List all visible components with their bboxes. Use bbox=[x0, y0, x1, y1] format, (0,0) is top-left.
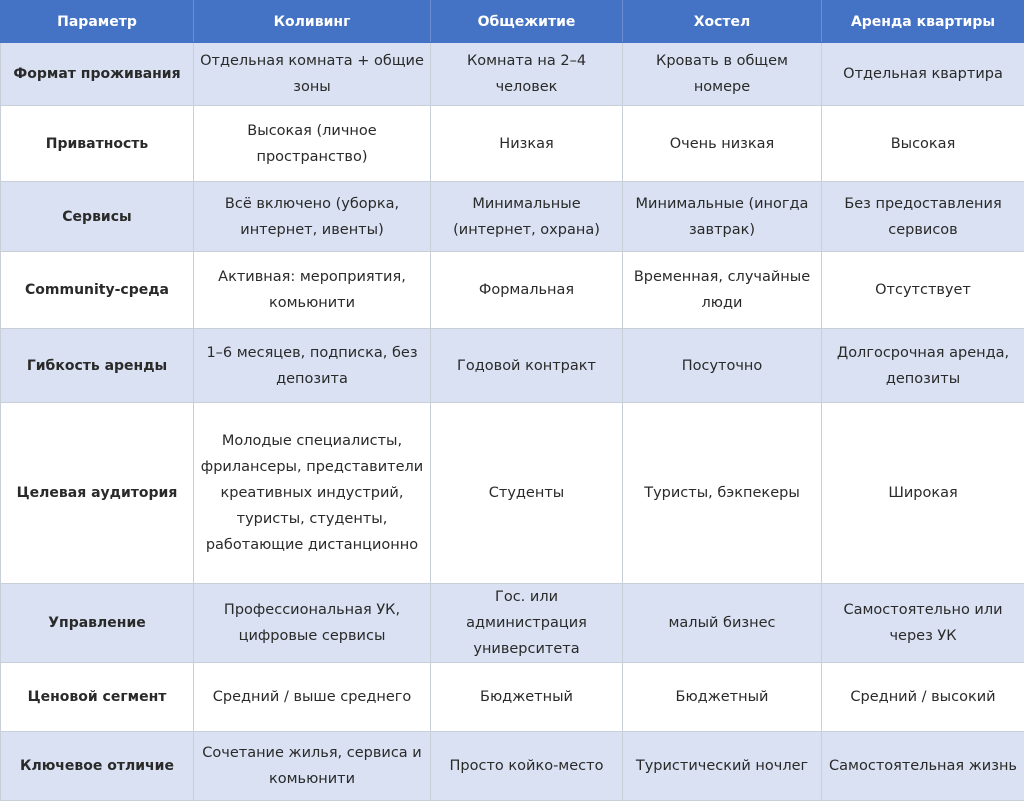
row-label-cell: Целевая аудитория bbox=[1, 403, 194, 584]
table-cell: Туристы, бэкпекеры bbox=[623, 403, 822, 584]
table-cell: Годовой контракт bbox=[431, 329, 623, 403]
row-label-cell: Community-среда bbox=[1, 252, 194, 329]
table-row bbox=[1, 182, 1024, 252]
table-cell: Гос. или администрация университета bbox=[431, 584, 623, 663]
table-cell: Кровать в общем номере bbox=[623, 43, 822, 106]
header-parameter: Параметр bbox=[1, 1, 194, 43]
table-cell: Бюджетный bbox=[623, 663, 822, 732]
table-row bbox=[1, 106, 1024, 182]
table-cell: Отдельная комната + общие зоны bbox=[194, 43, 431, 106]
table-cell: Очень низкая bbox=[623, 106, 822, 182]
table-cell: Самостоятельно или через УК bbox=[822, 584, 1024, 663]
table-row bbox=[1, 584, 1024, 663]
table-cell: Молодые специалисты, фрилансеры, представители креативных индустрий, туристы, студенты, работающие дистанционно bbox=[194, 403, 431, 584]
row-label-cell: Управление bbox=[1, 584, 194, 663]
header-hostel: Хостел bbox=[623, 1, 822, 43]
header-dormitory: Общежитие bbox=[431, 1, 623, 43]
table-cell: малый бизнес bbox=[623, 584, 822, 663]
table-row bbox=[1, 329, 1024, 403]
table-row bbox=[1, 732, 1024, 801]
header-coliving: Коливинг bbox=[194, 1, 431, 43]
row-label-cell: Формат проживания bbox=[1, 43, 194, 106]
table-cell: Минимальные (иногда завтрак) bbox=[623, 182, 822, 252]
row-label-cell: Приватность bbox=[1, 106, 194, 182]
table-body bbox=[1, 43, 1024, 801]
table-cell: Временная, случайные люди bbox=[623, 252, 822, 329]
table-cell: Широкая bbox=[822, 403, 1024, 584]
table-cell: Низкая bbox=[431, 106, 623, 182]
table-cell: Посуточно bbox=[623, 329, 822, 403]
table-header bbox=[1, 1, 1024, 43]
table-cell: Сочетание жилья, сервиса и комьюнити bbox=[194, 732, 431, 801]
header-row bbox=[1, 1, 1024, 43]
table-cell: Просто койко-место bbox=[431, 732, 623, 801]
table-cell: Средний / выше среднего bbox=[194, 663, 431, 732]
table-cell: Средний / высокий bbox=[822, 663, 1024, 732]
row-label-cell: Ключевое отличие bbox=[1, 732, 194, 801]
header-apartment-rent: Аренда квартиры bbox=[822, 1, 1024, 43]
table-row bbox=[1, 43, 1024, 106]
table-cell: Туристический ночлег bbox=[623, 732, 822, 801]
row-label-cell: Сервисы bbox=[1, 182, 194, 252]
row-label-cell: Гибкость аренды bbox=[1, 329, 194, 403]
table-cell: Комната на 2–4 человек bbox=[431, 43, 623, 106]
table-row bbox=[1, 252, 1024, 329]
row-label-cell: Ценовой сегмент bbox=[1, 663, 194, 732]
table-cell: Самостоятельная жизнь bbox=[822, 732, 1024, 801]
table-cell: Отдельная квартира bbox=[822, 43, 1024, 106]
table-cell: Высокая bbox=[822, 106, 1024, 182]
table-cell: Бюджетный bbox=[431, 663, 623, 732]
table-cell: Отсутствует bbox=[822, 252, 1024, 329]
table-cell: Долгосрочная аренда, депозиты bbox=[822, 329, 1024, 403]
table-cell: Студенты bbox=[431, 403, 623, 584]
table-cell: Без предоставления сервисов bbox=[822, 182, 1024, 252]
table-cell: Профессиональная УК, цифровые сервисы bbox=[194, 584, 431, 663]
table-cell: Формальная bbox=[431, 252, 623, 329]
table-cell: Всё включено (уборка, интернет, ивенты) bbox=[194, 182, 431, 252]
table-cell: 1–6 месяцев, подписка, без депозита bbox=[194, 329, 431, 403]
table-row bbox=[1, 663, 1024, 732]
table-cell: Минимальные (интернет, охрана) bbox=[431, 182, 623, 252]
table-cell: Активная: мероприятия, комьюнити bbox=[194, 252, 431, 329]
table-cell: Высокая (личное пространство) bbox=[194, 106, 431, 182]
table-row bbox=[1, 403, 1024, 584]
